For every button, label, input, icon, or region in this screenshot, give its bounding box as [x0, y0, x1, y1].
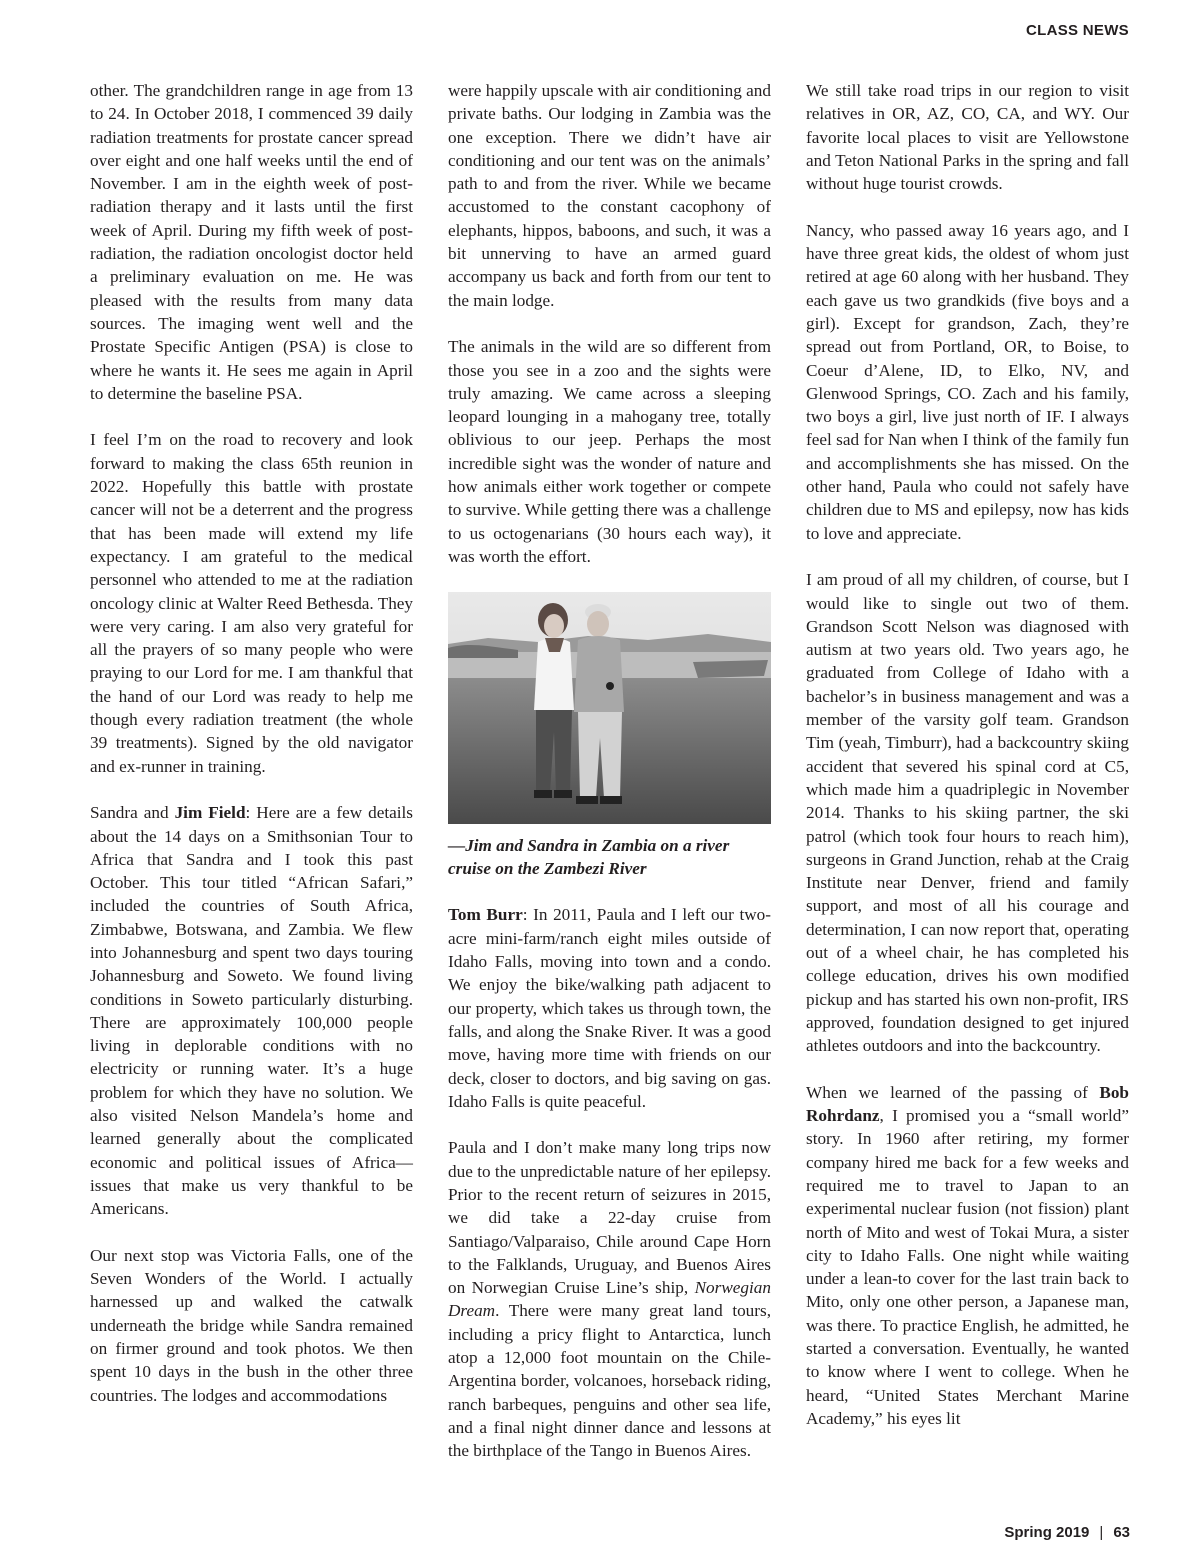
paragraph: I feel I’m on the road to recovery and look forward to making the class 65th reunion in 2022. Hopefully this battle with prostate cancer will not be a deterrent and the progress that has been made will extend my life expectancy. I am grateful to the medical personnel who attended to me at the radiation oncology clinic at Walter Reed Bethesda. They were very caring. I am also very grateful for all the prayers of so many people who were praying to our Lord for me. I am thankful that the hand of our Lord was ready to help me though every radiation treatment (the whole 39 treatments). Signed by the old navigator and ex-runner in training. — [90, 430, 414, 776]
text: Paula and I don’t make many long trips now due to the unpredictable nature of her epilepsy. Prior to the recent return of seizures in 2015, we did take a 22-day cruise from Santiago/Valparaiso, Chile around Cape Horn to the Falklands, Uruguay, and Buenos Aires on Norwegian Cruise Line’s ship, — [448, 1138, 771, 1298]
paragraph: The animals in the wild are so different from those you see in a zoo and the sights were truly amazing. We came across a sleeping leopard lounging in a mahogany tree, totally oblivious to our jeep. Perhaps the most incredible sight was the wonder of nature and how animals either work together or compete to survive. While getting there was a challenge to us octogenarians (30 hours each way), it was worth the effort. — [448, 337, 771, 566]
text: : In 2011, Paula and I left our two-acre mini-farm/ranch eight miles outside of Idaho Falls, moving into town and a condo. We enjoy the bike/walking path adjacent to our property, which takes us through town, the falls, and along the Snake River. It was a good move, having more time with friends on our deck, closer to doctors, and big saving on gas. Idaho Falls is quite peaceful. — [448, 905, 771, 1111]
photo-caption: —Jim and Sandra in Zambia on a river cruise on the Zambezi River — [448, 835, 730, 878]
paragraph: Nancy, who passed away 16 years ago, and I have three great kids, the oldest of whom just retired at age 60 along with her husband. They each gave us two grandkids (five boys and a girl). Except for grandson, Zach, they’re spread out from Portland, OR, to Boise, to Coeur d’Alene, ID, to Elko, NV, and Glenwood Springs, CO. Zach and his family, two boys a girl, live just north of IF. I always feel sad for Nan when I think of the family fun and accomplishments she has missed. On the other hand, Paula who could not safely have children due to MS and epilepsy, now has kids to love and appreciate. — [806, 220, 1129, 543]
text: : Here are a few details about the 14 days on a Smithsonian Tour to Africa that Sandra and I took this past October. This tour titled “African Safari,” included the countries of South Africa, Zimbabwe, Botswana, and Zambia. We flew into Johannesburg and spent two days touring Johannesburg and Soweto. We found living conditions in Soweto particularly disturbing. There are approximately 100,000 people living in deplorable conditions with no electricity or running water. It’s a huge problem for which they have no solution. We also visited Nelson Mandela’s home and learned generally about the complicated economic and political issues of Africa—issues that make us very thankful to be Americans. — [90, 803, 413, 1219]
photo-jim-and-sandra — [448, 592, 771, 824]
page-footer — [1004, 1524, 1130, 1541]
person-name: Bob Rohrdanz — [806, 1082, 1129, 1126]
text: Sandra and — [90, 803, 175, 823]
paragraph: We still take road trips in our region to visit relatives in OR, AZ, CO, CA, and WY. Our favorite local places to visit are Yellowstone and Teton National Parks in the spring and fall without huge tourist crowds. — [806, 81, 1129, 194]
section-label: CLASS NEWS — [1025, 22, 1129, 39]
paragraph: Our next stop was Victoria Falls, one of the Seven Wonders of the World. I actually harnessed up and walked the catwalk underneath the bridge while Sandra remained on firmer ground and took photos. We then spent 10 days in the bush in the other three countries. The lodges and accommodations — [90, 1245, 413, 1405]
person-name: Jim Field — [174, 803, 246, 823]
person-name: Tom Burr — [448, 905, 523, 925]
paragraph — [806, 1081, 1129, 1430]
paragraph: other. The grandchildren range in age from 13 to 24. In October 2018, I commenced 39 daily radiation treatments for prostate cancer spread over eight and one half weeks until the end of November. I am in the eighth week of post-radiation therapy and it lasts until the first week of April. During my fifth week of post-radiation, the radiation oncologist doctor held a preliminary evaluation on me. He was pleased with the results from many data sources. The imaging went well and the Prostate Specific Antigen (PSA) is close to where he wants it. He sees me again in April to determine the baseline PSA. — [90, 81, 413, 403]
paragraph — [90, 801, 413, 1220]
paragraph — [448, 903, 771, 1113]
text: . There were many great land tours, including a pricy flight to Antarctica, lunch atop a 12,000 foot mountain on the Chile-Argentina border, volcanoes, horseback riding, ranch barbeques, penguins and other sea life, and a final night dinner dance and lessons at the birthplace of the Tango in Buenos Aires. — [448, 1301, 771, 1461]
paragraph — [448, 1136, 771, 1462]
paragraph: I am proud of all my children, of course, but I would like to single out two of them. Grandson Scott Nelson was diagnosed with autism at two years old. Two years ago, he graduated from College of Idaho with a bachelor’s in business management and was a member of the varsity golf team. Grandson Tim (yeah, Timburr), had a backcountry skiing accident that severed his spinal cord at C5, which made him a quadriplegic in November 2014. Thanks to his skiing partner, the ski patrol (which took four hours to reach him), surgeons in Grand Junction, rehab at the Craig Institute near Denver, friend and family support, and most of all his courage and determination, I can now report that, operating out of a wheel chair, he has completed his college education, drives his own modified pickup and has started his own non-profit, IRS approved, foundation designed to get injured athletes outdoors and into the backcountry. — [806, 570, 1129, 1056]
footer-separator: | — [1099, 1524, 1104, 1541]
issue-label: Spring 2019 — [1004, 1524, 1090, 1541]
ship-name: Norwegian Dream — [448, 1278, 771, 1321]
column-2 — [448, 79, 771, 1463]
page-number: 63 — [1113, 1524, 1130, 1541]
column-1 — [90, 79, 413, 1407]
column-3 — [806, 79, 1129, 1430]
text: , I promised you a “small world” story. In 1960 after retiring, my former company hired me back for a few weeks and required me to travel to Japan to an experimental nuclear fusion (not fission) plant north of Mito and west of Tokai Mura, a sister city to Idaho Falls. One night while waiting under a lean-to cover for the last train back to Mito, only one other person, a Japanese man, was there. To practice English, he admitted, he started a conversation. Eventually, he wanted to know where I went to college. When he heard, “United States Merchant Marine Academy,” his eyes lit — [806, 1106, 1129, 1428]
text: When we learned of the passing of — [806, 1082, 1100, 1102]
paragraph: were happily upscale with air conditioning and private baths. Our lodging in Zambia was the one exception. There we didn’t have air conditioning and our tent was on the animals’ path to and from the river. While we became accustomed to the constant cacophony of elephants, hippos, baboons, and such, it was a bit unnerving to have an armed guard accompany us back and forth from our tent to the main lodge. — [448, 81, 771, 310]
